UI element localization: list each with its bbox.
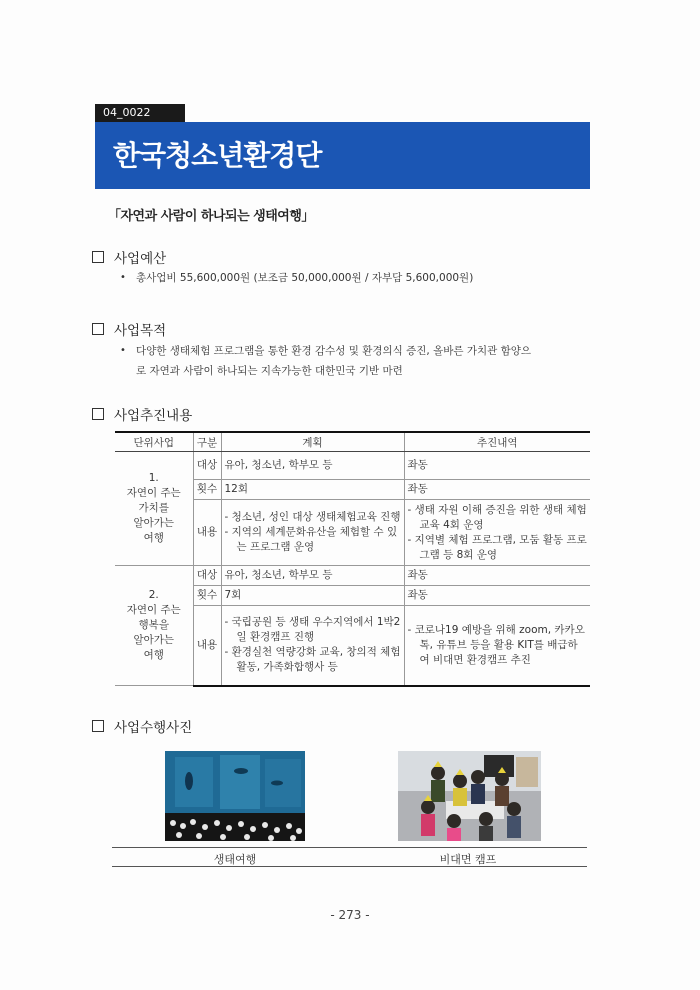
unit-name-line: 여행 [143, 649, 164, 661]
section-details-heading [92, 404, 192, 424]
result-item: - 생태 자원 이해 증진을 위한 생태 체험교육 4회 운영 [407, 503, 587, 531]
bullet-dot-icon: • [120, 272, 126, 283]
plan-cell: 유아, 청소년, 학부모 등 [221, 566, 404, 586]
plan-item: - 청소년, 성인 대상 생태체험교육 진행 [224, 511, 401, 523]
section-budget-heading [92, 247, 166, 267]
checkbox-square-icon [92, 408, 104, 420]
category-cell: 내용 [193, 606, 221, 686]
section-details-title: 사업추진내용 [114, 408, 193, 424]
page-title: 한국청소년환경단 [113, 139, 322, 172]
plan-cell [221, 500, 404, 566]
category-cell: 횟수 [193, 480, 221, 500]
unit-name-line: 행복을 [138, 619, 169, 631]
result-cell: 좌동 [404, 566, 590, 586]
budget-text: 총사업비 55,600,000원 (보조금 50,000,000원 / 자부담 5,600,000원) [136, 272, 474, 284]
section-photos-title: 사업수행사진 [114, 720, 193, 736]
document-code-tab: 04_0022 [95, 104, 185, 122]
plan-cell: 7회 [221, 586, 404, 606]
unit-name-line: 여행 [143, 532, 164, 544]
project-subtitle: 「자연과 사람이 하나되는 생태여행」 [108, 209, 314, 224]
result-cell [404, 500, 590, 566]
column-header: 단위사업 [115, 432, 193, 452]
checkbox-square-icon [92, 720, 104, 732]
photo-caption-eco-trip: 생태여행 [213, 853, 257, 866]
checkbox-square-icon [92, 323, 104, 335]
table-row [115, 452, 590, 480]
section-photos-heading [92, 716, 192, 736]
column-header: 추진내역 [404, 432, 590, 452]
section-purpose-title: 사업목적 [114, 323, 167, 339]
purpose-line-2: 로 자연과 사람이 하나되는 지속가능한 대한민국 기반 마련 [136, 365, 403, 377]
purpose-bullet [120, 341, 590, 381]
plan-cell: 유아, 청소년, 학부모 등 [221, 452, 404, 480]
unit-name-line: 자연이 주는 [126, 604, 181, 616]
aquarium-scene-icon [165, 751, 305, 841]
budget-bullet [120, 268, 473, 288]
photo-caption-online-camp: 비대면 캠프 [439, 853, 497, 866]
checkbox-square-icon [92, 251, 104, 263]
unit-name-line: 1. [148, 472, 159, 484]
online-camp-photo [398, 751, 541, 841]
result-cell: 좌동 [404, 452, 590, 480]
result-item: - 코로나19 예방을 위해 zoom, 카카오톡, 유튜브 등을 활용 KIT를 배급하여 비대면 환경캠프 추진 [407, 623, 585, 666]
page-number: - 273 - [330, 908, 370, 922]
caption-divider-bottom [112, 866, 587, 867]
plan-cell: 12회 [221, 480, 404, 500]
plan-item: - 지역의 세계문화유산을 체험할 수 있는 프로그램 운영 [224, 526, 398, 553]
unit-name-line: 2. [148, 589, 159, 601]
category-cell: 대상 [193, 452, 221, 480]
eco-trip-photo [165, 751, 305, 841]
plan-cell [221, 606, 404, 686]
table-header-row [115, 432, 590, 452]
unit-name-cell [115, 452, 193, 566]
section-purpose-heading [92, 319, 166, 339]
column-header: 구분 [193, 432, 221, 452]
purpose-line-1: 다양한 생태체험 프로그램을 통한 환경 감수성 및 환경의식 증진, 올바른 가치관 함양으 [136, 345, 532, 357]
plan-item: - 환경실천 역량강화 교육, 창의적 체험활동, 가족화합행사 등 [224, 646, 401, 674]
unit-name-line: 가치를 [138, 502, 169, 514]
unit-name-line: 자연이 주는 [126, 487, 181, 499]
caption-divider-top [112, 847, 587, 848]
column-header: 계획 [221, 432, 404, 452]
plan-table [115, 431, 590, 687]
camp-group-scene-icon [398, 751, 541, 841]
result-cell: 좌동 [404, 480, 590, 500]
category-cell: 내용 [193, 500, 221, 566]
table-row [115, 566, 590, 586]
unit-name-line: 알아가는 [133, 517, 175, 529]
result-cell: 좌동 [404, 586, 590, 606]
unit-name-line: 알아가는 [133, 634, 175, 646]
bullet-dot-icon: • [120, 345, 126, 356]
result-cell [404, 606, 590, 686]
plan-item: - 국립공원 등 생태 우수지역에서 1박2일 환경캠프 진행 [224, 616, 401, 644]
result-item: - 지역별 체험 프로그램, 모둠 활동 프로그램 등 8회 운영 [407, 533, 587, 561]
category-cell: 대상 [193, 566, 221, 586]
category-cell: 횟수 [193, 586, 221, 606]
section-budget-title: 사업예산 [114, 251, 167, 267]
unit-name-cell [115, 566, 193, 686]
